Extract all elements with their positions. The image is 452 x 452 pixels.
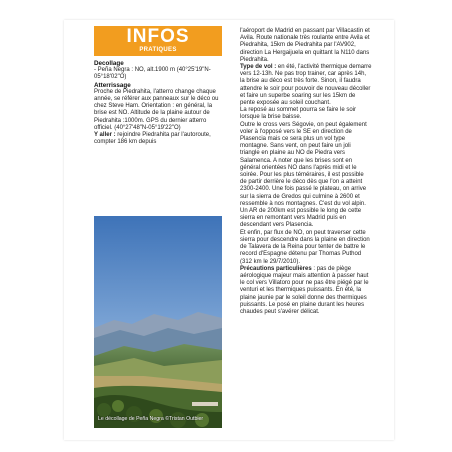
paragliding-landscape-image: [94, 216, 222, 428]
y-aller-text: rejoindre Piedrahita par l'autoroute, compter 186 km depuis: [94, 132, 211, 146]
right-column: [240, 28, 372, 316]
decollage-heading: Decollage: [94, 60, 124, 67]
infos-subtitle: PRATIQUES: [139, 47, 177, 53]
paragraph-record: Et enfin, par flux de NO, on peut traverser cette sierra pour descendre dans la plaine en direction de Talavera de la Reina pour tenter de battre le record d'Espagne détenu par Thomas Puthod (312 km le 29/7/2010).: [240, 229, 370, 265]
y-aller-paragraph: [94, 132, 222, 146]
decollage-text: - Peña Negra : NO, alt.1900 m (40°25'19"N-05°18'02"O): [94, 67, 211, 81]
y-aller-heading: Y aller :: [94, 132, 116, 139]
type-vol-text: en été, l'activité thermique demarre vers 12-13h. Ne pas trop trainer, car après 14h, la brise au déco est très forte. Sinon, il faudra attendre le soir pour pouvoir de nouveau décoller et faire un superbe soaring sur les 15km de pente exposée au soleil couchant.: [240, 64, 372, 107]
paragraph-cross: Outre le cross vers Ségovie, on peut également voler à l'opposé vers le SE en direction de Plasencia mais ce sera plus un vol type montagne. Sans vent, on peut faire un joli triangle en plaine au NO de Piedra vers Salamenca. A noter que les brises sont en général orientées NO dans l'après midi et le soirée. Pour les plus téméraires, il est possible de partir derrière le déco dès que l'on a atteint 2300-2400. Une fois passé le plateau, on arrive sur la sierra de Gredos qui culmine à 2600 et ressemble à nos montagnes. C'est du vol alpin. Un AR de 200km est possible le long de cette sierra en remontant vers Madrid puis en descendant vers Plasencia.: [240, 121, 367, 229]
type-vol-heading: Type de vol :: [240, 64, 277, 71]
infos-title: INFOS: [126, 26, 190, 47]
precautions-heading: Précautions particulières: [240, 265, 312, 272]
route-text: l'aéroport de Madrid en passant par Villacastin et Avila. Route nationale très roulante entre Avila et Piedrahita, 15km de Piedrahita par l'AV902, direction La Hergaijuela en quittant la N110 dans Piedrahita.: [240, 28, 370, 63]
atterrissage-heading: Atterrissage: [94, 81, 131, 89]
infos-header: [94, 26, 222, 56]
precautions-paragraph: [240, 266, 372, 316]
precautions-text: : pas de piège aérologique majeur mais attention à passer haut le col vers Villatoro pour ne pas être piégé par le venturi et les thermiques puissants. En été, la plaine jaunie par le soleil donne des thermiques puissants. Le posé en plaine durant les heures chaudes peut s'avérer délicat.: [240, 265, 369, 315]
photo-caption: Le décollage de Peña Negra ©Tristan Outbier: [98, 416, 204, 422]
paragraph-reposé: La reposé au sommet pourra se faire le soir lorsque la brise baisse.: [240, 107, 357, 121]
landscape-photo: [94, 216, 222, 428]
type-vol-paragraph: [240, 64, 372, 107]
magazine-page: [64, 20, 394, 440]
atterrissage-text: Proche de Piedrahita, l'atterro change chaque année, se référer aux panneaux sur le déco ou chez Steve Ham. Orientation : en général, la brise est NO. Altitude de la plaine autour de Piedrahita :1000m. GPS du dernier atterro officiel. (40°27'48"N-05°19'22"O): [94, 88, 219, 131]
left-column: [94, 60, 222, 146]
